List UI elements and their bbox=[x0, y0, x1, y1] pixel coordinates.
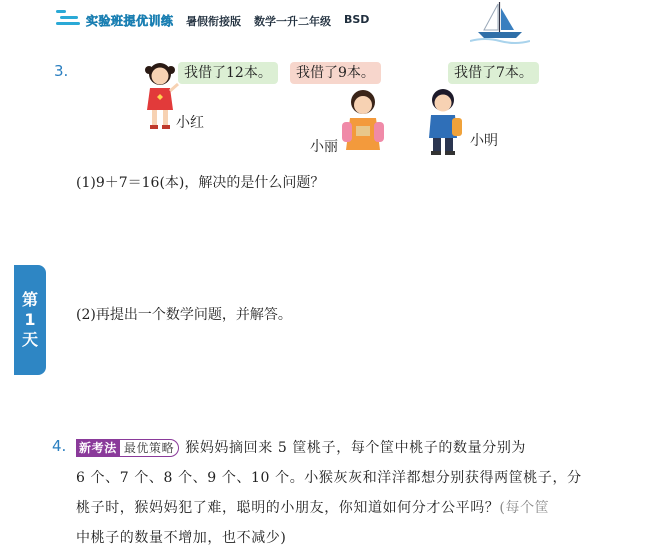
girl-xiaoli-illustration bbox=[340, 88, 386, 158]
question-4-note: (每个筐 bbox=[499, 500, 550, 516]
new-method-tag: 新考法 bbox=[76, 439, 120, 457]
question-4-line-4: 中桃子的数量不增加，也不减少) bbox=[76, 530, 287, 546]
brand-logo-icon bbox=[56, 10, 82, 28]
question-3-part-1: (1)9＋7＝16(本)，解决的是什么问题？ bbox=[76, 175, 325, 191]
sailboat-icon bbox=[470, 0, 530, 44]
speech-bubble-xiaoming: 我借了7本。 bbox=[448, 62, 539, 84]
edition-code: BSD bbox=[344, 13, 370, 26]
name-xiaoli: 小丽 bbox=[310, 139, 338, 155]
brand-title: 实验班提优训练 bbox=[86, 14, 174, 28]
question-4-text-3: 桃子时，猴妈妈犯了难，聪明的小朋友，你知道如何分才公平吗？ bbox=[76, 500, 500, 516]
question-4-line-2: 6 个、7 个、8 个、9 个、10 个。小猴灰灰和洋洋都想分别获得两筐桃子，分 bbox=[76, 470, 582, 486]
day-tab bbox=[14, 265, 46, 375]
day-tab-char-1: 第 bbox=[21, 290, 38, 309]
question-3-number: 3. bbox=[54, 62, 69, 80]
question-3-part-2: (2)再提出一个数学问题，并解答。 bbox=[76, 307, 292, 323]
best-strategy-tag: 最优策略 bbox=[120, 439, 179, 457]
page-header bbox=[0, 0, 654, 40]
edition-label: 暑假衔接版 bbox=[186, 15, 241, 28]
subject-label: 数学一升二年级 bbox=[254, 15, 331, 28]
boy-xiaoming-illustration bbox=[422, 86, 464, 158]
question-4-line-1 bbox=[76, 437, 526, 457]
speech-bubble-xiaohong: 我借了12本。 bbox=[178, 62, 278, 84]
girl-xiaohong-illustration bbox=[140, 60, 180, 132]
question-4-line-3 bbox=[76, 497, 549, 517]
question-4-text-1: 猴妈妈摘回来 5 筐桃子，每个筐中桃子的数量分别为 bbox=[185, 440, 527, 456]
day-tab-char-2: 天 bbox=[21, 330, 38, 349]
name-xiaohong: 小红 bbox=[176, 115, 204, 131]
day-tab-number: 1 bbox=[24, 310, 36, 329]
speech-bubble-xiaoli: 我借了9本。 bbox=[290, 62, 381, 84]
question-4-number: 4. bbox=[52, 437, 67, 455]
name-xiaoming: 小明 bbox=[470, 133, 498, 149]
